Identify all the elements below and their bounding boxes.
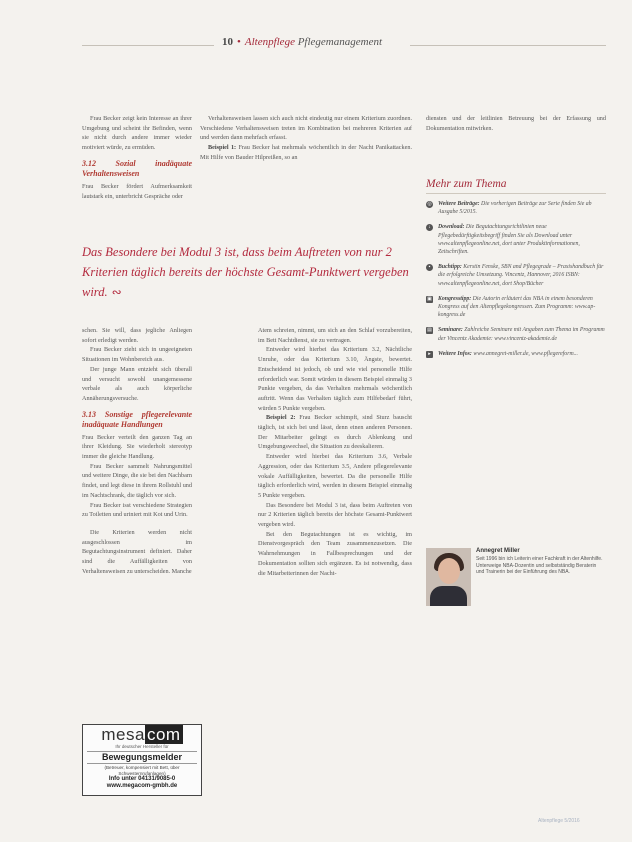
header-section: Altenpflege <box>244 36 295 48</box>
author-photo-body <box>430 586 467 606</box>
ad-logo-part-1: mesa <box>101 725 145 744</box>
sidebar-item-label: Buchtipp: <box>438 264 462 271</box>
sidebar-item-label: Weitere Infos: <box>438 350 472 357</box>
column-1-top <box>82 114 192 201</box>
column-3-top <box>426 114 606 133</box>
advertisement[interactable] <box>82 724 202 796</box>
ad-title: Bewegungsmelder <box>87 751 197 764</box>
section-heading: 3.12 Sozial inadäquate Verhaltensweisen <box>82 158 192 178</box>
author-name: Annegret Miller <box>476 548 520 554</box>
paragraph: Frau Becker zieht sich in ungeeigneten Situationen im Wohnbereich aus. <box>82 346 192 364</box>
download-icon: ↓ <box>426 224 433 231</box>
sidebar-item-text: Die Autorin erläutert das NBA in einem besonderen Kongress auf den Altenpflegekongressen. Zum Programm: www.ap-kongress.de <box>438 295 596 319</box>
paragraph: Das Besondere bei Modul 3 ist, dass beim Auftreten von nur 2 Kriterien täglich bereits der höchste Gesamt-Punktwert vergeben wird. <box>258 501 412 529</box>
ad-phone: Info unter 04131/9085-0 <box>108 776 176 783</box>
page-footer: Altenpflege 5/2016 <box>538 818 580 824</box>
paragraph: Verhaltensweisen lassen sich auch nicht eindeutig nur einem Kriterium zuordnen. Verschiedene Verhaltensweisen treten im Kombination bei mehreren Kriterien auf und werden dann mehrfach erfasst. <box>200 115 412 142</box>
paragraph: Frau Becker hat mehrmals wöchentlich in der Nacht Panikattacken. Mit Hilfe von Bauder Hilpreißen, so an <box>200 144 412 161</box>
header-rule-right <box>410 45 606 46</box>
ad-logo <box>83 726 201 744</box>
paragraph: schen. Sie will, dass jegliche Anliegen sofort erledigt werden. <box>82 327 192 344</box>
author-bio: Seit 1996 bin ich Leiterin einer Fachkraft in der Altenhilfe. Unterweige NBA-Dozentin und selbstständig Beraterin und Trainerin bei der Einführung des NBA. <box>476 556 603 576</box>
pull-quote-text: Das Besondere bei Modul 3 ist, dass beim Auftreten von nur 2 Kriterien täglich bereits der höchste Gesamt-Punktwert vergeben wird. <box>82 245 409 299</box>
globe-icon: ◎ <box>427 202 432 207</box>
sidebar-item-label: Weitere Beiträge: <box>438 201 480 207</box>
ornament-icon: ∾ <box>111 285 122 299</box>
author-photo-face <box>438 558 460 584</box>
paragraph: Frau Becker verteilt den ganzen Tag an ihrer Kleidung. Sie wiederholt stereotyp immer die gleiche Handlung. <box>82 433 192 461</box>
sidebar-more-on-topic <box>426 178 606 365</box>
ad-logo-part-2: com <box>146 725 181 744</box>
example-label: Beispiel 1: <box>208 144 237 152</box>
sidebar-item <box>426 223 606 256</box>
page-number: 10 <box>222 36 233 48</box>
paragraph: Frau Becker fördert Aufmerksamkeit lautstark ein, unterbricht Gespräche oder <box>82 182 192 200</box>
header-separator: • <box>237 36 241 48</box>
paragraph: diensten und der leitlinien Betreuung bei der Erfassung und Dokumentation mitwirken. <box>426 115 606 132</box>
sidebar-item-text: Die Begutachtungsrichtlinien neue Pflegebedürftigkeitsbegriff finden Sie als Download unter www.altenpflegeonline.net, dort unter Produktinformationen, Zeitschriften. <box>438 224 580 256</box>
sidebar-item-label: Seminare: <box>438 327 463 334</box>
paragraph: Bei den Begutachtungen ist es wichtig, im Dienstvorgespräch den Team zusammenzusetzen. Die Wahrnehmungen in Fallbesprechungen und der Dokumentation sollten sich ergänzen. Es ist notwendig, dass die Mitarbeiterinnen der Nacht- <box>258 530 412 577</box>
sidebar-item <box>426 350 606 358</box>
example-label: Beispiel 2: <box>266 414 296 422</box>
ad-url[interactable]: www.megacom-gmbh.de <box>106 783 178 790</box>
seminar-icon: ▤ <box>427 328 432 334</box>
sidebar-item-label: Kongresstipp: <box>438 295 472 302</box>
paragraph: Frau Becker isst verschiedene Strategien zu Toiletten und uriniert mit Kot und Urin. <box>82 501 192 519</box>
page-header <box>0 36 632 54</box>
author-box <box>426 548 606 608</box>
sidebar-item <box>426 295 606 320</box>
paragraph: Entweder wird hierbei das Kriterium 3.6, Verbale Aggression, oder das Kriterium 3.5, Andere pflegerelevante vokale Auffälligkeiten, bewertet. Da die personelle Hilfe täglich erforderlich wird, werden in diesem Beispiel einmalig 5 Punkte vergeben. <box>258 453 412 499</box>
sidebar-heading: Mehr zum Thema <box>426 178 606 194</box>
paragraph: Der junge Mann entzieht sich überall und versucht sowohl unangemessene verbale als auch körperliche Annäherungsversuche. <box>82 365 192 402</box>
sidebar-item <box>426 263 606 288</box>
paragraph: Atem schreien, nimmt, um sich an den Schlaf vorzubereiten, im Bett Nachtdienst, sie zu vertragen. <box>258 327 412 344</box>
header-rule-left <box>82 45 214 46</box>
paragraph: Frau Becker zeigt kein Interesse an ihrer Umgebung und scheint ihr Befinden, wenn sie nicht durch andere immer wieder motiviert würde, zu ermüden. <box>82 115 192 152</box>
sidebar-item-label: Download: <box>438 224 465 231</box>
column-2-top <box>200 114 412 163</box>
sidebar-item-text: Kerstin Fenske, SBN and Pflegegrade – Praxishandbuch für die erfolgreiche Umsetzung. Vincentz, Hannover, 2016 ISBN: www.altenpflegeonline.net, dort Shop/Bücher <box>438 264 604 287</box>
sidebar-item <box>426 200 606 216</box>
column-2-bottom <box>258 326 412 578</box>
paragraph: Die Kriterien werden nicht ausgeschlossen im Begutachtungsinstrument definiert. Daher sind die Auffälligkeiten von Verhaltensweisen zu unterscheiden. Manche <box>82 528 192 575</box>
sidebar-item-text: Die vorherigen Beiträge zur Serie finden Sie ab Ausgabe 5/2015. <box>438 201 592 216</box>
paragraph: Frau Becker sammelt Nahrungsmittel und weitere Dinge, die sie bei den Nachbarn findet, und legt diese in ihrem Rollstuhl und im Nachtschrank, die täglich vor sich. <box>82 462 192 499</box>
link-icon: ▸ <box>426 351 433 358</box>
sidebar-item <box>426 326 606 342</box>
pull-quote <box>82 242 412 302</box>
author-photo <box>426 548 471 606</box>
book-icon: ▪ <box>426 264 433 271</box>
paragraph: Entweder wird hierbei das Kriterium 3.2, Nächtliche Unruhe, oder das Kriterium 3.10, Ängste, bewertet. Entscheidend ist jedoch, ob und wie viel personelle Hilfe erforderlich war. Somit würden in diesem Beispiel einmalig 3 Punkte vergeben, da das Verhalten mehrmals wöchentlich auftritt. Wenn das Verhalten täglich zum Hilfebedarf führt, würden 5 Punkte vergeben. <box>258 346 412 412</box>
congress-icon: ▣ <box>427 296 432 302</box>
header-text <box>222 36 382 48</box>
header-subtitle: Pflegemanagement <box>297 36 383 48</box>
column-1-bottom <box>82 326 192 576</box>
ad-tagline: Ihr deutscher Hersteller für <box>115 744 169 749</box>
paragraph: Frau Becker schimpft, sind Sturz bauscht täglich, ist sich bei und lässt, denn einen anderen Personen. Der Mitarbeiter gelingt es durch Ablenkung und Umgebungswechsel, die Situation zu deeskalieren. <box>258 414 413 451</box>
sidebar-item-text: www.annegret-miller.de, www.pflegereform... <box>473 350 578 357</box>
ad-text: (Betreuer, kompensiert mit Bett, über Schwesternrufanlagen) <box>104 765 180 776</box>
sidebar-item-text: Zahlreiche Seminare mit Angaben zum Thema im Programm der Vincentz Akademie: www.vincentz-akademie.de <box>438 327 605 342</box>
section-heading: 3.13 Sonstige pflegerelevante inadäquate Handlungen <box>82 409 192 429</box>
